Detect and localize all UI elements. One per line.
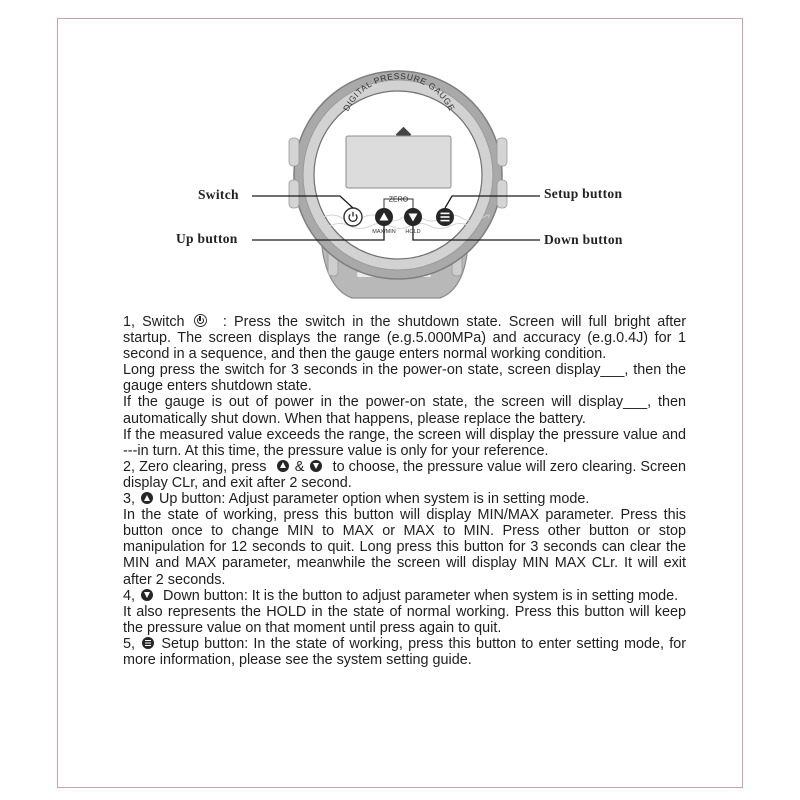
triangle-up-icon (277, 460, 289, 472)
instructions-text (123, 314, 686, 668)
triangle-down-icon (141, 589, 153, 601)
bezel-grip-right-1 (497, 138, 507, 166)
paragraph-over-range: If the measured value exceeds the range, the screen will display the pressure value and ---in turn. At this time, the pressure value is only for your reference. (123, 426, 686, 459)
paragraph-down-button: 4, Down button: It is the button to adjust parameter when system is in setting mode. (123, 587, 679, 604)
setup-button[interactable] (436, 208, 454, 226)
up-button[interactable] (375, 208, 393, 226)
paragraph-switch: 1, Switch : Press the switch in the shutdown state. Screen will full bright after startup. The screen displays the range (e.g.5.000MPa) and accuracy (e.g.0.4J) for 1 second in a sequence, and then the gauge enters normal working condition. (123, 314, 687, 363)
switch-button[interactable] (344, 208, 362, 226)
paragraph-min-max: In the state of working, press this button will display MIN/MAX parameter. Press this button once to change MIN to MAX or MAX to MIN. Press other button or stop manipulation for 12 seconds to quit. Long press this button for 3 seconds can clear the MIN and MAX parameter, meanwhile the screen will display MIN MAX CLr. It will exit after 2 seconds. (123, 507, 686, 588)
paragraph-long-press: Long press the switch for 3 seconds in the power-on state, screen display___, then the gauge enters shutdown state. (123, 362, 686, 395)
down-button-callout: Down button (544, 232, 623, 247)
up-button-callout: Up button (176, 231, 238, 246)
bezel-grip-left-2 (289, 180, 299, 208)
hold-label: HOLD (405, 229, 421, 235)
bezel-grip-right-2 (497, 180, 507, 208)
maxmin-label: MAX/MIN (372, 229, 396, 235)
bezel-grip-left-1 (289, 138, 299, 166)
paragraph-out-of-power: If the gauge is out of power in the power-on state, the screen will display___, then automatically shut down. When that happens, please replace the battery. (123, 394, 686, 427)
paragraph-setup-button: 5, Setup button: In the state of working, press this button to enter setting mode, for more information, please see the system setting guide. (123, 635, 686, 668)
power-icon (194, 314, 207, 327)
menu-lines-icon (441, 213, 450, 222)
triangle-up-icon (141, 492, 153, 504)
switch-callout: Switch (198, 187, 239, 202)
paragraph-hold: It also represents the HOLD in the state of normal working. Press this button will keep the pressure value on that moment until press again to quit. (123, 603, 686, 636)
dial-title: DIGITAL PRESSURE GAUGE (340, 70, 458, 113)
gauge-illustration (0, 0, 800, 310)
menu-lines-icon (142, 637, 154, 649)
down-button[interactable] (404, 208, 422, 226)
gauge-diagram (0, 0, 800, 310)
paragraph-up-button: 3, Up button: Adjust parameter option when system is in setting mode. (123, 491, 590, 508)
triangle-down-icon (310, 460, 322, 472)
zero-label: ZERO (388, 196, 409, 204)
paragraph-zero-clearing: 2, Zero clearing, press & to choose, the pressure value will zero clearing. Screen display CLr, and exit after 2 second. (123, 458, 687, 491)
setup-button-callout: Setup button (544, 186, 623, 201)
lcd-screen (346, 136, 451, 188)
